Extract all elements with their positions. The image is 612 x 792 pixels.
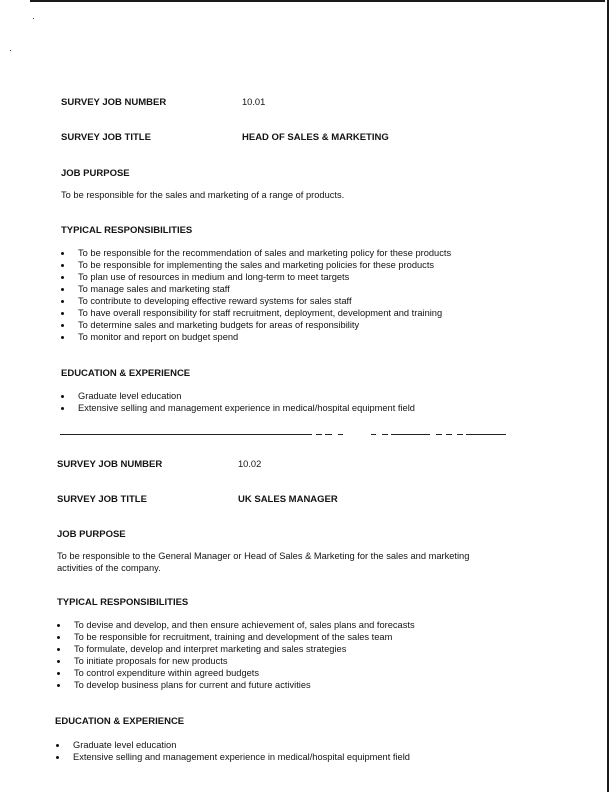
scan-speck [10, 50, 11, 51]
list-item: Extensive selling and management experience in medical/hospital equipment field [55, 751, 410, 763]
responsibilities-heading: TYPICAL RESPONSIBILITIES [57, 597, 189, 608]
list-item: To initiate proposals for new products [56, 655, 415, 667]
list-item: To devise and develop, and then ensure achievement of, sales plans and forecasts [56, 619, 415, 631]
survey-job-number-label: SURVEY JOB NUMBER [57, 459, 163, 470]
job-purpose-text-line-2: activities of the company. [57, 563, 161, 573]
list-item: To be responsible for the recommendation of sales and marketing policy for these products [60, 247, 451, 259]
survey-job-title-label: SURVEY JOB TITLE [61, 132, 151, 143]
survey-job-number-value: 10.01 [242, 97, 266, 107]
list-item: Extensive selling and management experience in medical/hospital equipment field [60, 402, 415, 414]
list-item: To be responsible for implementing the sales and marketing policies for these products [60, 259, 451, 271]
list-item: To plan use of resources in medium and long-term to meet targets [60, 271, 451, 283]
list-item: Graduate level education [60, 390, 415, 402]
list-item: To monitor and report on budget spend [60, 331, 451, 343]
list-item: To be responsible for recruitment, training and development of the sales team [56, 631, 415, 643]
scan-edge-top [30, 0, 605, 2]
section-divider [60, 434, 506, 435]
job-purpose-text: To be responsible for the sales and marketing of a range of products. [61, 190, 345, 200]
list-item: To determine sales and marketing budgets for areas of responsibility [60, 319, 451, 331]
list-item: To manage sales and marketing staff [60, 283, 451, 295]
scan-speck [33, 18, 34, 19]
responsibilities-list [60, 247, 451, 343]
list-item: Graduate level education [55, 739, 410, 751]
survey-job-title-value: HEAD OF SALES & MARKETING [242, 132, 389, 143]
survey-job-number-label: SURVEY JOB NUMBER [61, 97, 167, 108]
list-item: To contribute to developing effective reward systems for sales staff [60, 295, 451, 307]
education-heading: EDUCATION & EXPERIENCE [61, 368, 191, 379]
education-list [55, 739, 410, 763]
education-list [60, 390, 415, 414]
survey-job-title-value: UK SALES MANAGER [238, 494, 338, 505]
list-item: To formulate, develop and interpret marketing and sales strategies [56, 643, 415, 655]
scan-edge-right [607, 0, 609, 792]
job-purpose-heading: JOB PURPOSE [57, 529, 126, 540]
responsibilities-list [56, 619, 415, 691]
list-item: To develop business plans for current and future activities [56, 679, 415, 691]
list-item: To have overall responsibility for staff recruitment, deployment, development and training [60, 307, 451, 319]
education-heading: EDUCATION & EXPERIENCE [55, 716, 185, 727]
survey-job-number-value: 10.02 [238, 459, 262, 469]
job-purpose-heading: JOB PURPOSE [61, 168, 130, 179]
list-item: To control expenditure within agreed budgets [56, 667, 415, 679]
job-purpose-text-line-1: To be responsible to the General Manager or Head of Sales & Marketing for the sales and marketing [57, 551, 470, 561]
responsibilities-heading: TYPICAL RESPONSIBILITIES [61, 225, 193, 236]
survey-job-title-label: SURVEY JOB TITLE [57, 494, 147, 505]
